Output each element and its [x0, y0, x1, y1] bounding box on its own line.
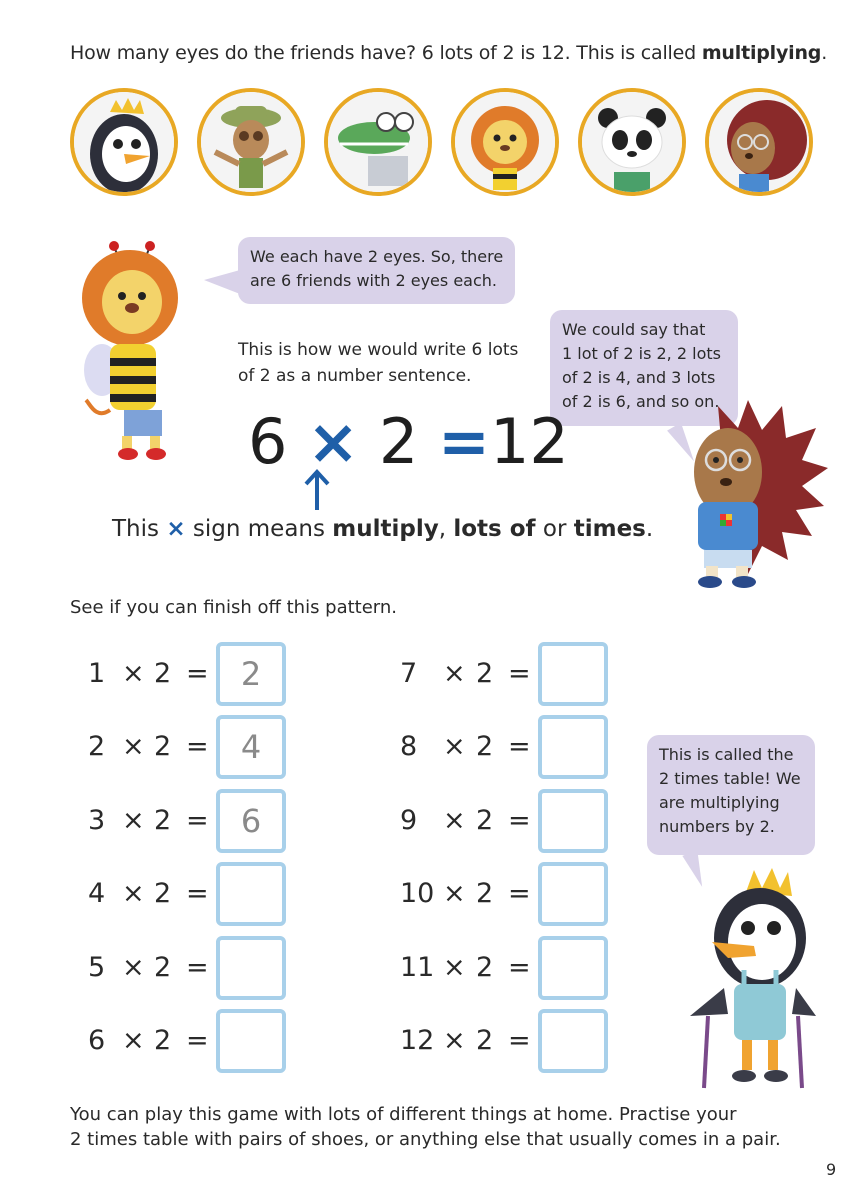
times-sign: ×: [443, 805, 466, 836]
note-line: of 2 as a number sentence.: [238, 366, 472, 386]
lion-bubble-line: We each have 2 eyes. So, there: [250, 247, 504, 266]
lion-character: [66, 240, 196, 468]
equals-sign: =: [186, 731, 209, 762]
times-sign: ×: [122, 952, 145, 983]
equals-sign: =: [186, 805, 209, 836]
multiplicand: 6: [88, 1025, 106, 1056]
equals-sign: =: [508, 658, 531, 689]
multiplicand: 12: [400, 1025, 435, 1056]
penguin-character: [688, 866, 818, 1094]
sign-text: .: [645, 516, 654, 542]
times-sign: ×: [122, 878, 145, 909]
multiplier: 2: [154, 658, 172, 689]
multiplier: 2: [476, 878, 494, 909]
times-sign: ×: [443, 952, 466, 983]
times-table-row: [0, 642, 851, 706]
hedgehog-avatar: [705, 88, 813, 196]
times-sign: ×: [307, 405, 360, 478]
multiplicand: 2: [88, 731, 106, 762]
multiplier: 2: [476, 1025, 494, 1056]
multiplier: 2: [476, 805, 494, 836]
friends-avatar-row: [70, 88, 812, 196]
equation: [248, 404, 569, 480]
number-sentence-note: [238, 337, 518, 389]
page-number: 9: [826, 1160, 837, 1179]
multiplier: 2: [154, 805, 172, 836]
penguin-bubble-line: numbers by 2.: [659, 817, 775, 836]
multiplier: 2: [476, 731, 494, 762]
equals-sign: =: [186, 658, 209, 689]
intro-text-part: How many eyes do the friends have? 6 lots of 2 is 12. This is called: [70, 42, 702, 64]
equals-sign: =: [508, 1025, 531, 1056]
multiplier: 2: [154, 878, 172, 909]
penguin-bubble-line: 2 times table! We: [659, 769, 801, 788]
answer-box[interactable]: [538, 1009, 608, 1073]
lion-bubble-tail: [204, 270, 240, 294]
answer-box[interactable]: 4: [216, 715, 286, 779]
multiplicand: 7: [400, 658, 418, 689]
answer-box[interactable]: [538, 862, 608, 926]
equation-factor: 2: [378, 405, 419, 478]
penguin-speech-bubble: [647, 735, 815, 855]
penguin-bubble-line: This is called the: [659, 745, 794, 764]
multiplicand: 4: [88, 878, 106, 909]
hedgehog-bubble-line: 1 lot of 2 is 2, 2 lots: [562, 344, 721, 363]
outro-line: 2 times table with pairs of shoes, or anything else that usually comes in a pair.: [70, 1129, 781, 1150]
times-sign: ×: [122, 658, 145, 689]
times-sign-explanation: [112, 516, 653, 542]
equation-factor: 6: [248, 405, 288, 478]
equals-sign: =: [508, 731, 531, 762]
multiplicand: 11: [400, 952, 435, 983]
equals-sign: =: [508, 878, 531, 909]
equation-result: 12: [489, 405, 569, 478]
up-arrow-icon: [303, 468, 331, 516]
pattern-title: See if you can finish off this pattern.: [70, 597, 398, 618]
answer-box[interactable]: [538, 715, 608, 779]
multiplier: 2: [476, 952, 494, 983]
outro-line: You can play this game with lots of different things at home. Practise your: [70, 1104, 737, 1125]
multiplicand: 10: [400, 878, 435, 909]
multiplicand: 3: [88, 805, 106, 836]
times-sign: ×: [443, 1025, 466, 1056]
bold-word-multiply: multiply: [332, 516, 439, 542]
times-sign: ×: [122, 1025, 145, 1056]
panda-avatar: [578, 88, 686, 196]
equals-sign: =: [186, 878, 209, 909]
times-sign: ×: [122, 805, 145, 836]
times-sign-symbol: ×: [166, 516, 186, 542]
sign-text: or: [535, 516, 574, 542]
sign-text: sign means: [185, 516, 333, 542]
outro-text: [70, 1102, 781, 1152]
multiplicand: 5: [88, 952, 106, 983]
lion-bubble-line: are 6 friends with 2 eyes each.: [250, 271, 497, 290]
multiplier: 2: [154, 1025, 172, 1056]
multiplicand: 8: [400, 731, 418, 762]
answer-box[interactable]: [538, 642, 608, 706]
multiplier: 2: [476, 658, 494, 689]
answer-box[interactable]: 6: [216, 789, 286, 853]
note-line: This is how we would write 6 lots: [238, 340, 519, 360]
crocodile-avatar: [324, 88, 432, 196]
intro-bold-word: multiplying: [701, 42, 822, 64]
hedgehog-bubble-line: We could say that: [562, 320, 706, 339]
intro-text-end: .: [821, 42, 828, 64]
answer-box[interactable]: [538, 789, 608, 853]
sign-text: This: [112, 516, 167, 542]
multiplicand: 9: [400, 805, 418, 836]
times-sign: ×: [443, 731, 466, 762]
lion-speech-bubble: [238, 237, 515, 304]
equals-sign: =: [508, 952, 531, 983]
times-sign: ×: [443, 658, 466, 689]
penguin-avatar: [70, 88, 178, 196]
bold-word-times: times: [573, 516, 646, 542]
answer-box[interactable]: 2: [216, 642, 286, 706]
hedgehog-bubble-line: of 2 is 4, and 3 lots: [562, 368, 716, 387]
multiplier: 2: [154, 952, 172, 983]
multiplicand: 1: [88, 658, 106, 689]
equals-sign: =: [186, 1025, 209, 1056]
meerkat-avatar: [197, 88, 305, 196]
equals-sign: =: [186, 952, 209, 983]
answer-box[interactable]: [538, 936, 608, 1000]
hedgehog-character: [678, 398, 830, 594]
multiplier: 2: [154, 731, 172, 762]
bold-word-lots-of: lots of: [453, 516, 536, 542]
sign-text: ,: [438, 516, 454, 542]
intro-text: [70, 42, 827, 64]
hedgehog-bubble-line: of 2 is 6, and so on.: [562, 392, 720, 411]
times-sign: ×: [443, 878, 466, 909]
penguin-bubble-line: are multiplying: [659, 793, 780, 812]
lion-avatar: [451, 88, 559, 196]
times-sign: ×: [122, 731, 145, 762]
equals-sign: =: [438, 405, 490, 478]
equals-sign: =: [508, 805, 531, 836]
